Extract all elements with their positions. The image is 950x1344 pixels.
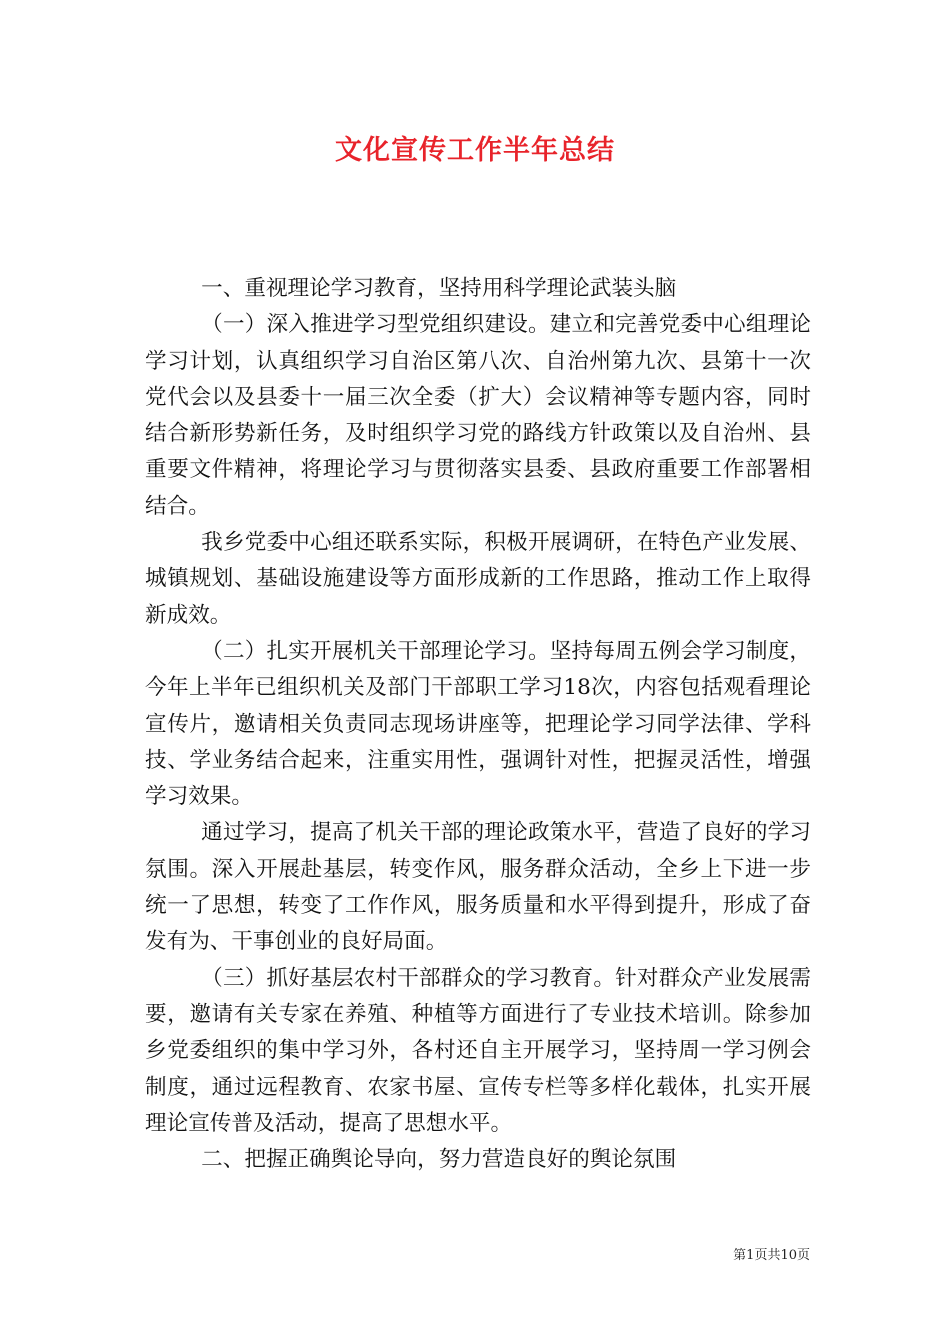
paragraph-5: （三）抓好基层农村干部群众的学习教育。针对群众产业发展需要，邀请有关专家在养殖、种植等方面进行了专业技术培训。除参加乡党委组织的集中学习外，各村还自主开展学习，坚持周一学习例会制度，通过远程教育、农家书屋、宣传专栏等多样化载体，扎实开展理论宣传普及活动，提高了思想水平。 — [145, 965, 811, 1136]
paragraph-4: 通过学习，提高了机关干部的理论政策水平，营造了良好的学习氛围。深入开展赴基层，转变作风，服务群众活动，全乡上下进一步统一了思想，转变了工作作风，服务质量和水平得到提升，形成了奋发有为、干事创业的良好局面。 — [145, 820, 811, 955]
page-number: 第1页共10页 — [733, 1248, 810, 1263]
paragraph-3: （二）扎实开展机关干部理论学习。坚持每周五例会学习制度，今年上半年已组织机关及部门干部职工学习18次，内容包括观看理论宣传片，邀请相关负责同志现场讲座等，把理论学习同学法律、学科技、学业务结合起来，注重实用性，强调针对性，把握灵活性，增强学习效果。 — [145, 638, 811, 810]
paragraph-1: （一）深入推进学习型党组织建设。建立和完善党委中心组理论学习计划，认真组织学习自治区第八次、自治州第九次、县第十一次党代会以及县委十一届三次全委（扩大）会议精神等专题内容，同时结合新形势新任务，及时组织学习党的路线方针政策以及自治州、县重要文件精神，将理论学习与贯彻落实县委、县政府重要工作部署相结合。 — [145, 312, 811, 519]
section-heading-1: 一、重视理论学习教育，坚持用科学理论武装头脑 — [201, 276, 677, 301]
section-heading-2: 二、把握正确舆论导向，努力营造良好的舆论氛围 — [201, 1147, 677, 1173]
document-title: 文化宣传工作半年总结 — [335, 135, 615, 166]
document-body — [145, 271, 811, 1178]
paragraph-2: 我乡党委中心组还联系实际，积极开展调研，在特色产业发展、城镇规划、基础设施建设等方面形成新的工作思路，推动工作上取得新成效。 — [145, 530, 811, 628]
